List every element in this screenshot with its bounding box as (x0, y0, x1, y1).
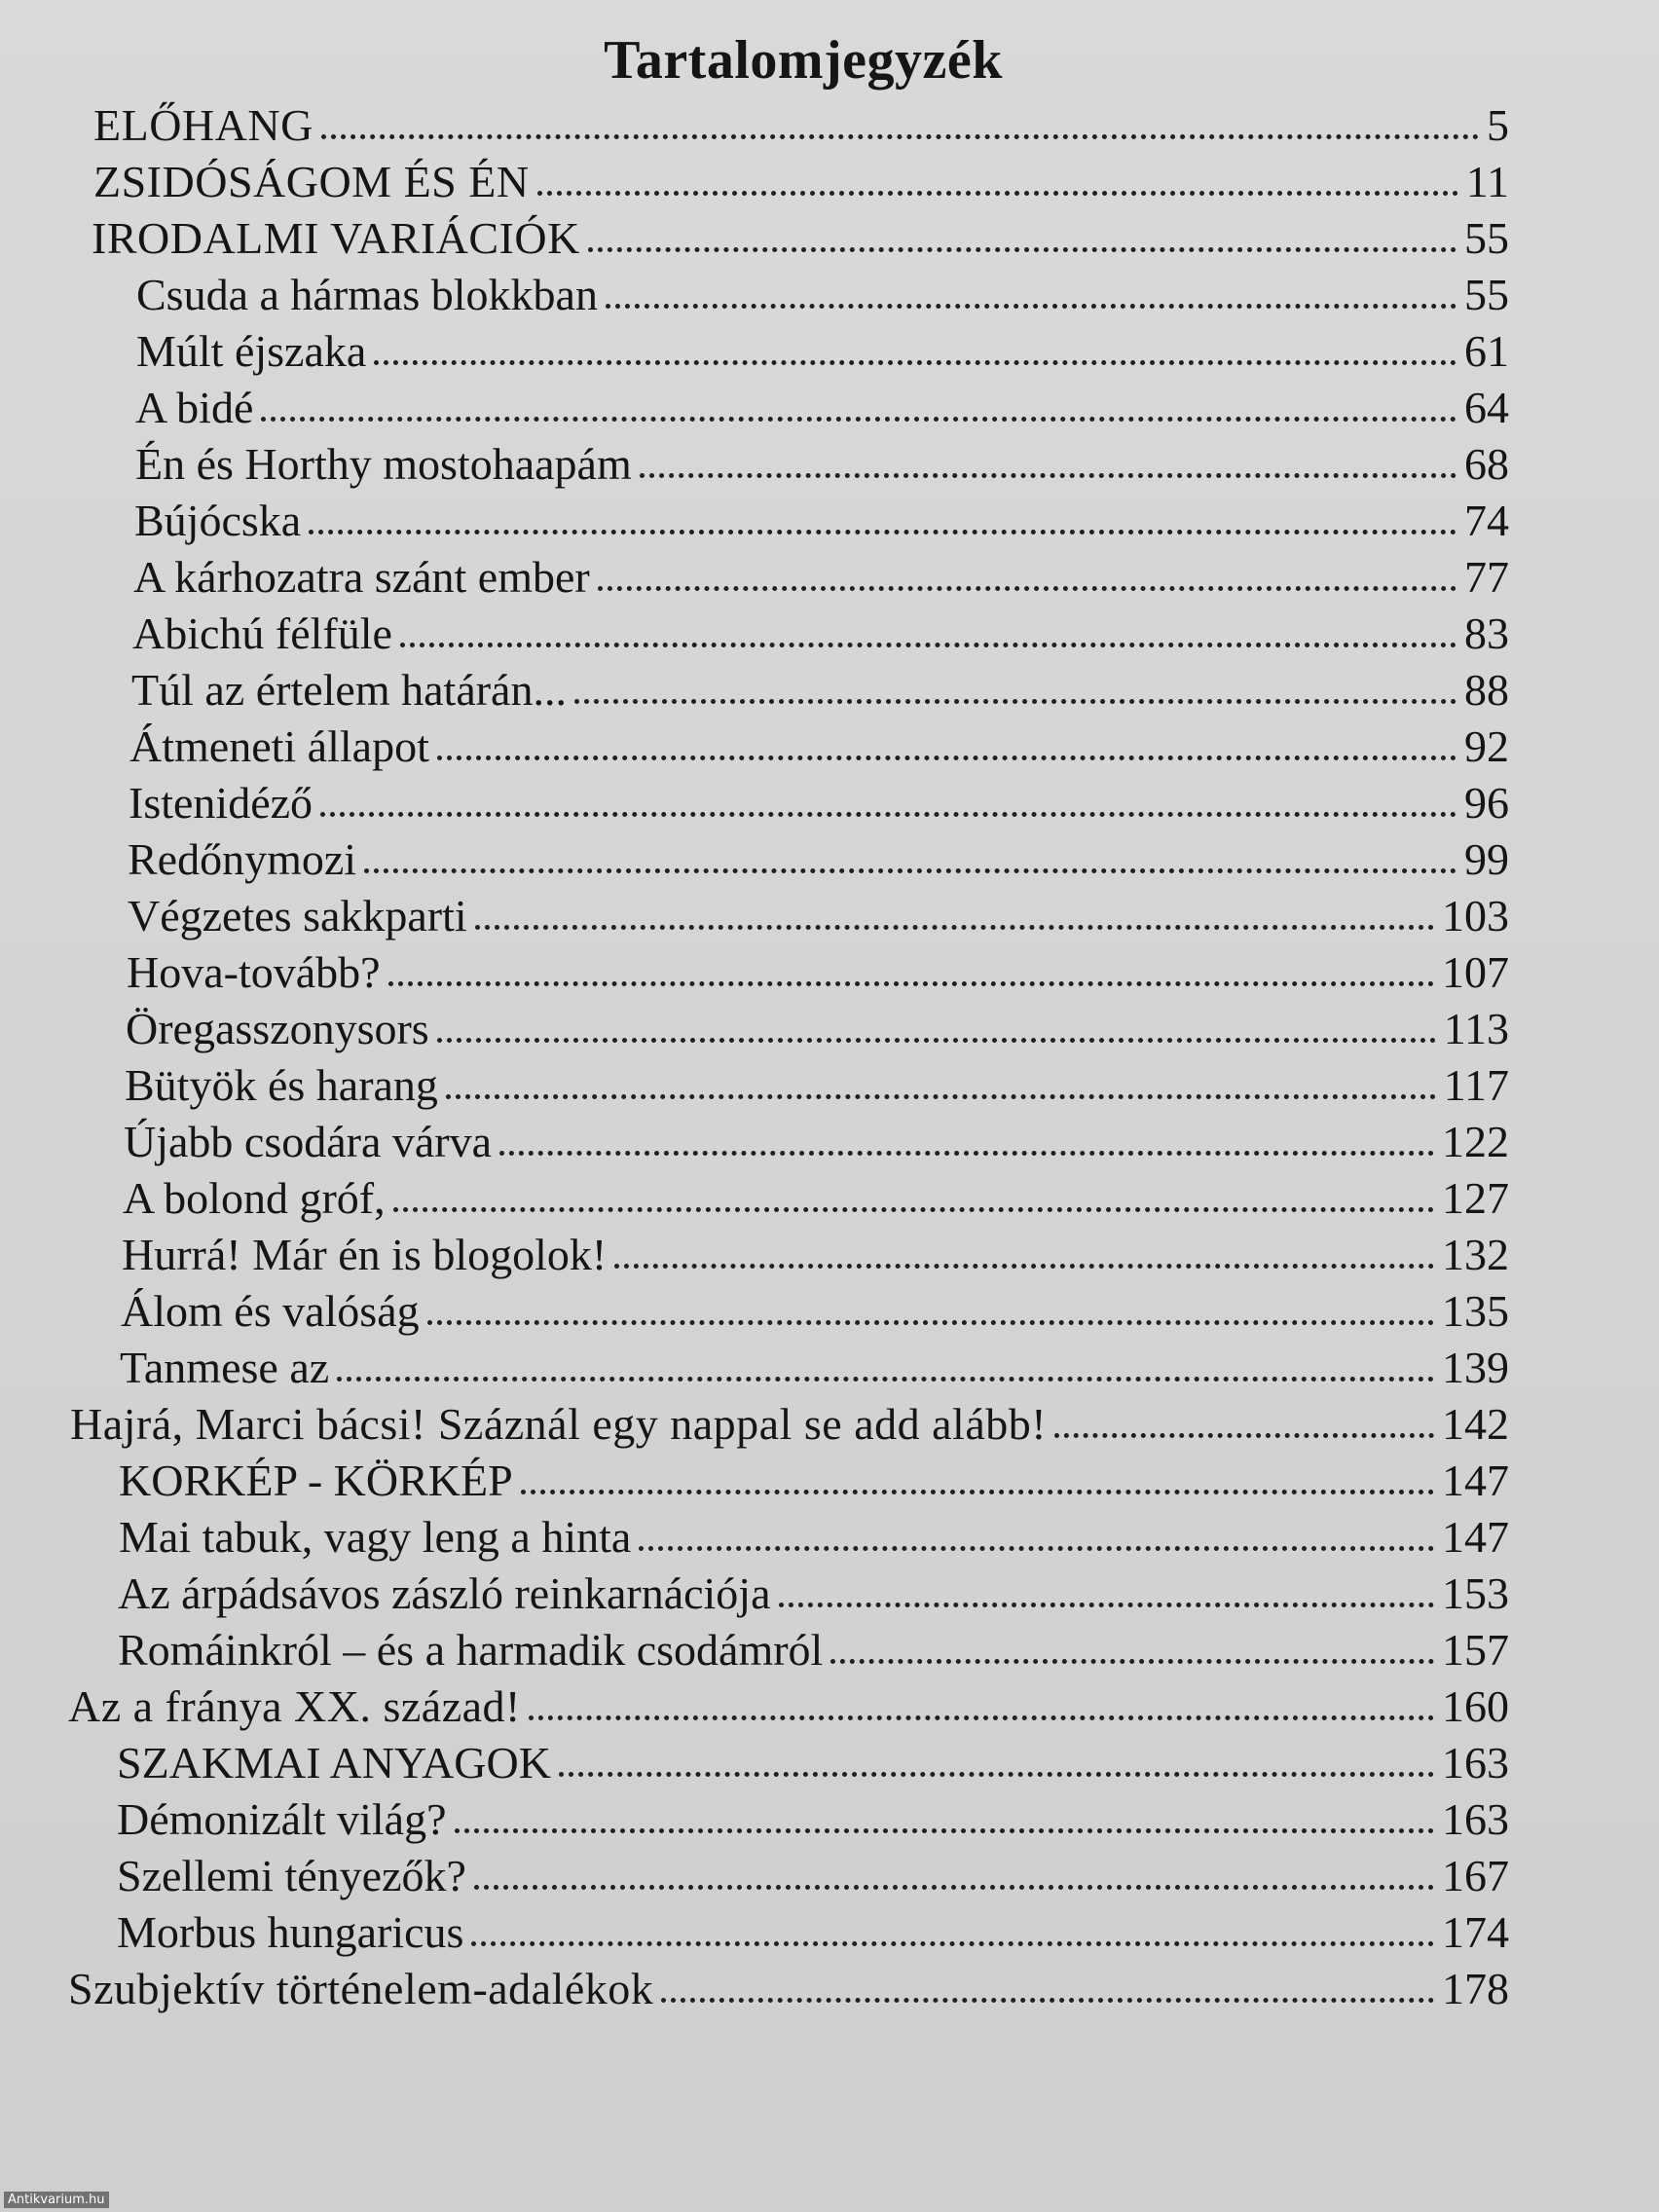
toc-row (132, 600, 1509, 656)
watermark: Antikvarium.hu (4, 2192, 109, 2208)
dot-leader (598, 586, 1456, 591)
toc-entry-label: Hajrá, Marci bácsi! Száznál egy nappal se add alább! (70, 1399, 1048, 1449)
toc-page-number: 64 (1464, 383, 1509, 432)
toc-page-number: 77 (1464, 552, 1509, 602)
toc-entry-label: Démonizált világ? (117, 1794, 447, 1844)
toc-entry-label: IRODALMI VARIÁCIÓK (92, 213, 580, 263)
toc-page-number: 178 (1442, 1964, 1509, 2013)
toc-page-number: 135 (1442, 1286, 1509, 1336)
toc-row (120, 1334, 1509, 1390)
toc-page-number: 68 (1464, 439, 1509, 489)
toc-entry-label: Hurrá! Már én is blogolok! (122, 1230, 608, 1279)
toc-entry-label: Abichú félfüle (132, 608, 392, 658)
toc-entry-label: Én és Horthy mostohaapám (135, 439, 632, 489)
toc-entry-label: Az a fránya XX. század! (68, 1681, 521, 1731)
toc-entry-label: Morbus hungaricus (117, 1907, 464, 1957)
toc-row (122, 1221, 1509, 1277)
toc-page-number: 5 (1487, 100, 1509, 150)
toc-row (118, 1560, 1509, 1616)
toc-entry-label: Múlt éjszaka (136, 326, 367, 376)
toc-row (70, 1390, 1509, 1447)
dot-leader (364, 868, 1456, 873)
toc-page-number: 11 (1465, 157, 1509, 206)
toc-row (92, 204, 1509, 261)
toc-entry-label-text: Álom és valóság (121, 1286, 420, 1336)
toc-page-number: 132 (1442, 1230, 1509, 1279)
dot-leader (427, 1320, 1434, 1325)
toc-page-number: 160 (1442, 1681, 1509, 1731)
toc-page-number: 163 (1442, 1794, 1509, 1844)
toc-row (124, 1108, 1509, 1164)
toc-page-number: 153 (1442, 1568, 1509, 1618)
dot-leader (446, 1094, 1436, 1099)
toc-page-number: 88 (1464, 665, 1509, 715)
toc-row (136, 261, 1509, 317)
toc-page-number: 163 (1442, 1738, 1509, 1788)
toc-entry-label: Szubjektív történelem-adalékok (68, 1964, 654, 2013)
dot-leader (400, 643, 1456, 647)
toc-row (125, 1051, 1509, 1108)
dot-leader (521, 1490, 1434, 1494)
dot-leader (574, 699, 1456, 704)
dot-leader (606, 304, 1456, 309)
toc-row (128, 826, 1509, 882)
dot-leader (374, 360, 1456, 365)
toc-row (131, 656, 1509, 713)
dot-leader (529, 1715, 1434, 1720)
toc-page-number: 122 (1442, 1117, 1509, 1166)
dot-leader (537, 191, 1458, 196)
toc-row (119, 1447, 1509, 1503)
toc-entry-label: Bütyök és harang (125, 1060, 438, 1110)
toc-entry-label: Öregasszonysors (126, 1004, 429, 1053)
toc-entry-label: SZAKMAI ANYAGOK (117, 1738, 551, 1788)
toc-page-number: 96 (1464, 778, 1509, 828)
toc-entry-label: Átmeneti állapot (129, 721, 429, 771)
toc-page-number: 117 (1443, 1060, 1509, 1110)
toc-entry-label: Hova-tovább? (127, 947, 381, 997)
dot-leader (830, 1659, 1434, 1664)
toc-page-number: 107 (1442, 947, 1509, 997)
dot-leader (455, 1828, 1435, 1833)
toc-entry-label: Csuda a hármas blokkban (136, 270, 598, 319)
toc-entry-label: Bújócska (134, 496, 302, 545)
toc-row (118, 1616, 1509, 1673)
toc-entry-label: ZSIDÓSÁGOM ÉS ÉN (93, 157, 530, 206)
toc-entry-label: Végzetes sakkparti (128, 891, 467, 940)
toc-row (136, 317, 1509, 374)
dot-leader (437, 1038, 1436, 1043)
dot-leader (321, 134, 1479, 139)
toc-entry-label: ELŐHANG (93, 100, 313, 150)
toc-entry-label: Szellemi tényezők? (117, 1851, 466, 1900)
toc-page-number: 103 (1442, 891, 1509, 940)
toc-page-number: 142 (1442, 1399, 1509, 1449)
toc-row (117, 1842, 1509, 1899)
dot-leader (437, 756, 1456, 760)
toc-entry-label: Istenidéző (129, 778, 313, 828)
toc-row (135, 430, 1509, 487)
toc-row (129, 769, 1509, 826)
dot-leader (320, 812, 1456, 817)
toc-page-number: 83 (1464, 608, 1509, 658)
toc-row (126, 995, 1509, 1051)
dot-leader (388, 981, 1434, 986)
toc-entry-label: A bolond gróf, (123, 1173, 386, 1223)
dot-leader (475, 925, 1434, 930)
dot-leader (779, 1603, 1434, 1607)
toc-page-number: 74 (1464, 496, 1509, 545)
toc-page-number: 55 (1464, 213, 1509, 263)
toc-row (128, 882, 1509, 939)
toc-row (134, 487, 1509, 543)
toc-page-number: 61 (1464, 326, 1509, 376)
toc-page-number: 174 (1442, 1907, 1509, 1957)
dot-leader (588, 247, 1456, 252)
toc-row (135, 374, 1509, 430)
dot-leader (1054, 1433, 1434, 1438)
toc-page-number: 113 (1443, 1004, 1509, 1053)
toc-page-number: 157 (1442, 1625, 1509, 1675)
toc-row (127, 939, 1509, 995)
dot-leader (471, 1941, 1434, 1946)
toc-entry-label: Tanmese az (120, 1343, 330, 1392)
toc-row (117, 1899, 1509, 1955)
toc-page-number: 147 (1442, 1456, 1509, 1505)
toc-row (93, 148, 1509, 204)
toc-entry-label: Újabb csodára várva (124, 1117, 493, 1166)
toc-entry-label: A kárhozatra szánt ember (133, 552, 590, 602)
toc-entry-label: A bidé (135, 383, 254, 432)
toc-page-number: 167 (1442, 1851, 1509, 1900)
toc-page-number: 127 (1442, 1173, 1509, 1223)
dot-leader (474, 1885, 1434, 1890)
toc-entry-label (121, 1286, 420, 1336)
toc-row (123, 1164, 1509, 1221)
dot-leader (614, 1264, 1434, 1269)
toc-entry-label: KORKÉP - KÖRKÉP (119, 1456, 513, 1505)
toc-entry-label: Túl az értelem határán... (131, 665, 567, 715)
toc-entry-label: Mai tabuk, vagy leng a hinta (119, 1512, 632, 1562)
dot-leader (640, 473, 1456, 478)
dot-leader (337, 1377, 1434, 1382)
dot-leader (639, 1546, 1434, 1551)
toc-row (119, 1503, 1509, 1560)
toc-row (93, 92, 1509, 148)
toc-row (133, 543, 1509, 600)
toc-page-number: 92 (1464, 721, 1509, 771)
toc-page-number: 147 (1442, 1512, 1509, 1562)
dot-leader (499, 1151, 1434, 1156)
toc-row (129, 713, 1509, 769)
toc-entry-label: Az árpádsávos zászló reinkarnációja (118, 1568, 771, 1618)
toc-row (68, 1955, 1509, 2011)
toc-row (121, 1277, 1509, 1334)
toc-row (68, 1673, 1509, 1729)
dot-leader (393, 1207, 1434, 1212)
toc-row (117, 1729, 1509, 1786)
page-title: Tartalomjegyzék (604, 30, 1003, 91)
toc-page-number: 99 (1464, 834, 1509, 884)
dot-leader (261, 417, 1456, 422)
toc-entry-label: Redőnymozi (128, 834, 357, 884)
toc-page-number: 139 (1442, 1343, 1509, 1392)
toc-entry-label: Romáinkról – és a harmadik csodámról (118, 1625, 824, 1675)
dot-leader (661, 1998, 1434, 2003)
toc-row (117, 1786, 1509, 1842)
dot-leader (559, 1772, 1434, 1777)
dot-leader (309, 530, 1456, 535)
toc-page-number: 55 (1464, 270, 1509, 319)
